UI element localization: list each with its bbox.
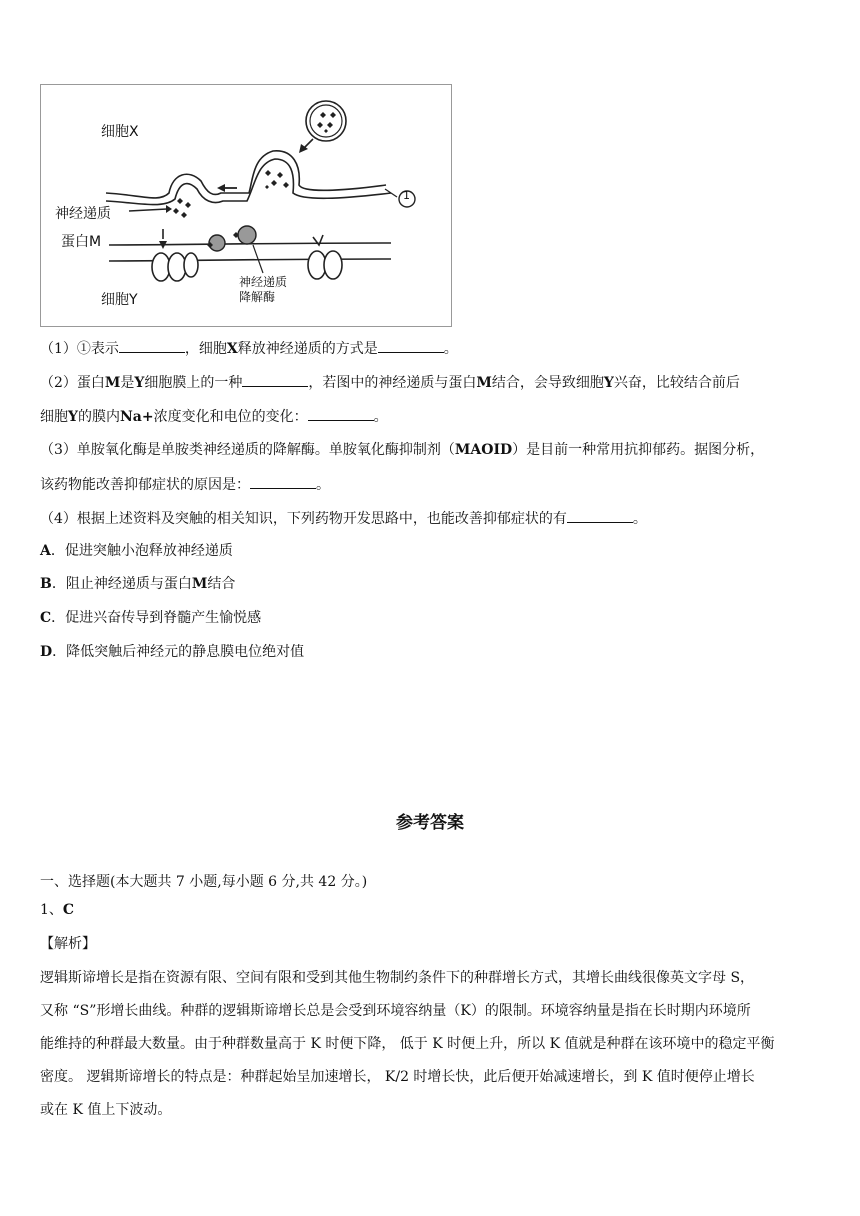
protein-m-label: 蛋白M xyxy=(61,234,102,250)
synapse-diagram xyxy=(40,84,452,327)
enzyme-label: 神经递质 降解酶 xyxy=(239,275,288,304)
vesicle xyxy=(306,101,346,141)
neurotransmitter-label: 神经递质 xyxy=(55,206,111,222)
cell-y-label: 细胞Y xyxy=(101,292,138,308)
question-3-line-2: 该药物能改善抑郁症状的原因是： 。 xyxy=(40,474,330,495)
blank xyxy=(567,508,633,523)
question-3-line-1: （3）单胺氧化酶是单胺类神经递质的降解酶。单胺氧化酶抑制剂（MAOID）是目前一种常用抗抑郁药。据图分析， xyxy=(40,442,765,458)
question-2-line-2: 细胞Y的膜内Na+浓度变化和电位的变化： 。 xyxy=(40,406,388,427)
blank xyxy=(308,406,374,421)
answer-title: 参考答案 xyxy=(396,813,464,833)
blank xyxy=(250,474,316,489)
blank xyxy=(242,372,308,387)
option-c[interactable]: C．促进兴奋传导到脊髓产生愉悦感 xyxy=(40,610,262,626)
marker-number: 1 xyxy=(403,189,410,202)
postsynaptic-membrane-bottom xyxy=(109,259,391,261)
blank xyxy=(119,338,185,353)
analysis-label: 【解析】 xyxy=(40,936,96,952)
question-2-line-1: （2）蛋白M是Y细胞膜上的一种 ，若图中的神经递质与蛋白M结合，会导致细胞Y兴奋，比较结合前后 xyxy=(40,372,740,393)
presynaptic-membrane-outer xyxy=(106,151,386,198)
neurotransmitter-dots-release xyxy=(265,170,289,189)
question-4: （4）根据上述资料及突触的相关知识，下列药物开发思路中，也能改善抑郁症状的有 。 xyxy=(40,508,647,529)
cell-x-label: 细胞X xyxy=(101,124,139,140)
question-1: （1）①表示 ，细胞X释放神经递质的方式是 。 xyxy=(40,338,458,359)
option-a[interactable]: A．促进突触小泡释放神经递质 xyxy=(40,543,233,559)
answer-line: 1、C xyxy=(40,902,75,918)
option-b[interactable]: B．阻止神经递质与蛋白M结合 xyxy=(40,576,236,592)
section-heading: 一、选择题(本大题共 7 小题,每小题 6 分,共 42 分。) xyxy=(40,874,368,890)
degrading-enzymes xyxy=(209,226,256,251)
analysis-paragraph: 逻辑斯谛增长是指在资源有限、空间有限和受到其他生物制约条件下的种群增长方式，其增长曲线很像英文字母 S， 又称 “S”形增长曲线。种群的逻辑斯谛增长总是会受到环境容纳量（K）的限制。环境容纳量是指在长时期内环境所 能维持的种群最大数量。由于种群数量高于 K 时便下降， 低于 K 时便上升，所以 K 值就是种群在该环境中的稳定平衡 密度。 逻辑斯谛增长的特点是：种群起始呈加速增长， K/2 时增长快，此后便开始减速增长，到 K 值时便停止增长 或在 K 值上下波动。 xyxy=(40,970,775,1118)
blank xyxy=(378,338,444,353)
neurotransmitter-dots-cleft xyxy=(173,198,191,218)
option-d[interactable]: D．降低突触后神经元的静息膜电位绝对值 xyxy=(40,644,305,660)
left-arrow-icon xyxy=(217,184,225,192)
